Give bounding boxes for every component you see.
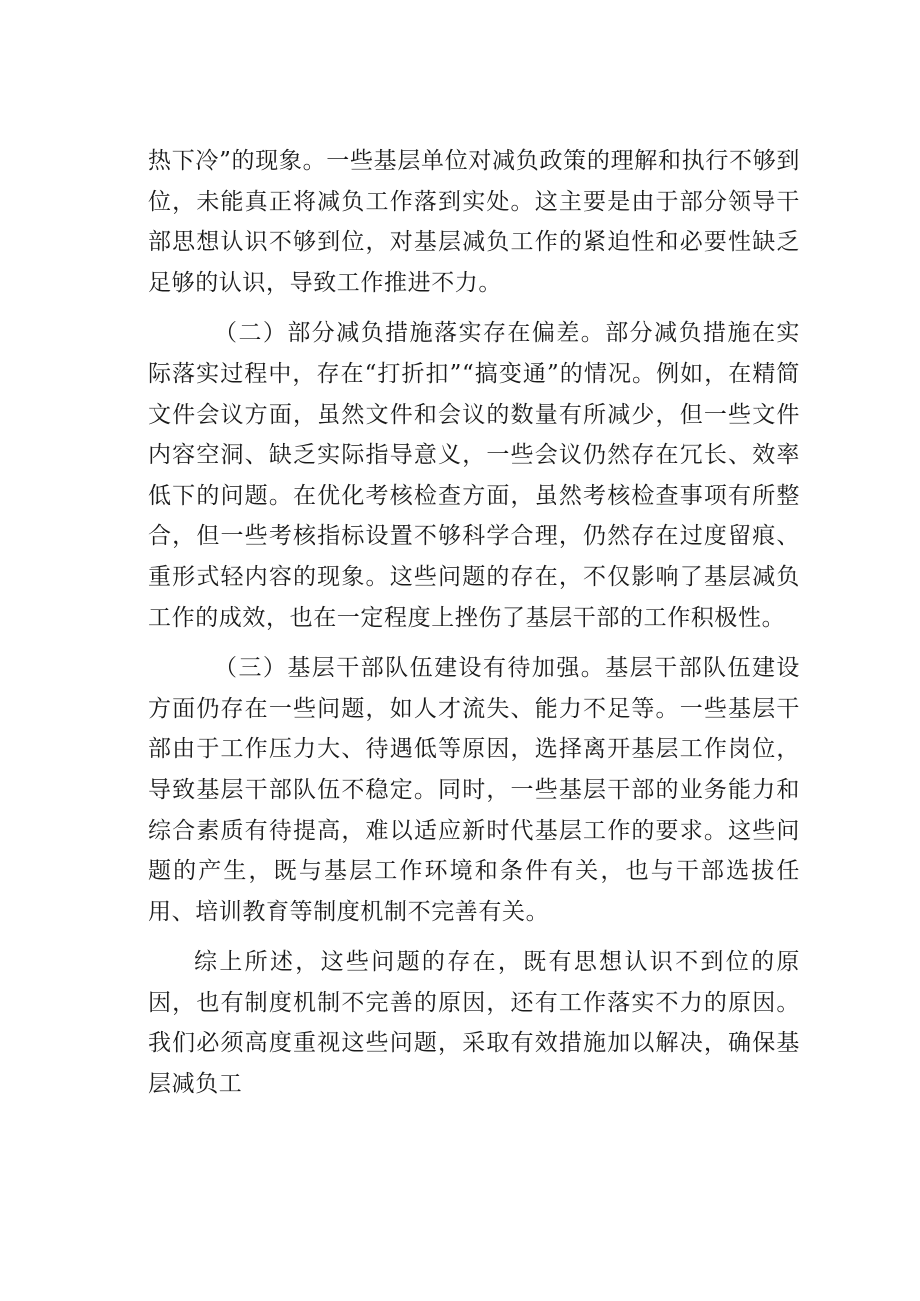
paragraph-gap (148, 303, 800, 313)
paragraph-gap (148, 638, 800, 648)
paragraph-section-two: （二）部分减负措施落实存在偏差。部分减负措施在实际落实过程中，存在“打折扣”“搞变通”的情况。例如，在精简文件会议方面，虽然文件和会议的数量有所减少，但一些文件内容空洞、缺乏实际指导意义，一些会议仍然存在冗长、效率低下的问题。在优化考核检查方面，虽然考核检查事项有所整合，但一些考核指标设置不够科学合理，仍然存在过度留痕、重形式轻内容的现象。这些问题的存在，不仅影响了基层减负工作的成效，也在一定程度上挫伤了基层干部的工作积极性。 (148, 320, 800, 631)
document-body (148, 141, 800, 1105)
paragraph-summary: 综上所述，这些问题的存在，既有思想认识不到位的原因，也有制度机制不完善的原因，还有工作落实不力的原因。我们必须高度重视这些问题，采取有效措施加以解决，确保基层减负工 (148, 949, 800, 1098)
paragraph-continuation: 热下冷”的现象。一些基层单位对减负政策的理解和执行不够到位，未能真正将减负工作落到实处。这主要是由于部分领导干部思想认识不够到位，对基层减负工作的紧迫性和必要性缺乏足够的认识，导致工作推进不力。 (148, 148, 800, 296)
paragraph-section-three: （三）基层干部队伍建设有待加强。基层干部队伍建设方面仍存在一些问题，如人才流失、能力不足等。一些基层干部由于工作压力大、待遇低等原因，选择离开基层工作岗位，导致基层干部队伍不稳定。同时，一些基层干部的业务能力和综合素质有待提高，难以适应新时代基层工作的要求。这些问题的产生，既与基层工作环境和条件有关，也与干部选拔任用、培训教育等制度机制不完善有关。 (148, 655, 800, 925)
paragraph-gap (148, 932, 800, 942)
